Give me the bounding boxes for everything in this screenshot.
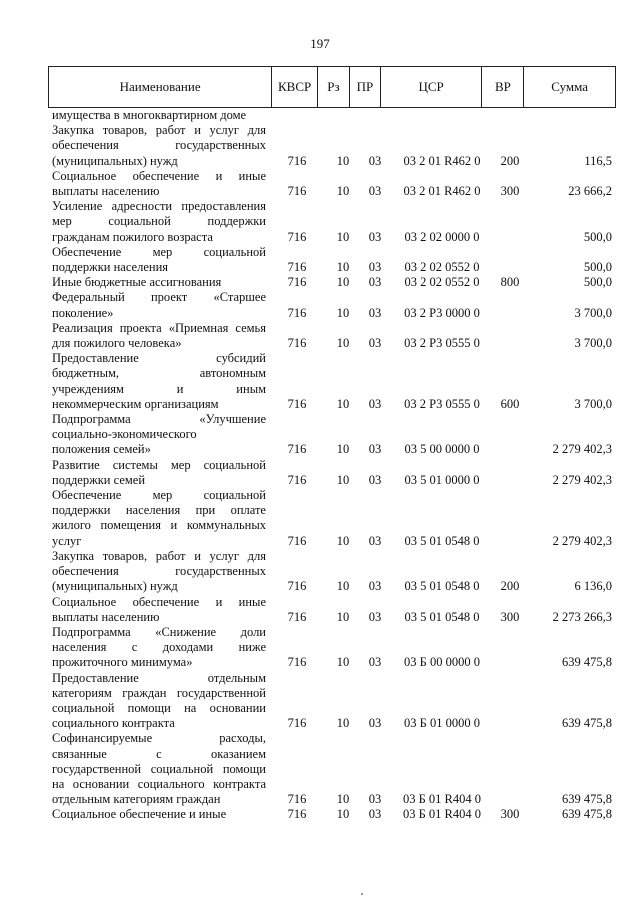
row-pr: 03 [368, 275, 382, 290]
table-row [52, 488, 612, 549]
row-name-line: Обеспечение мер социальной [52, 488, 266, 503]
row-sum: 3 700,0 [574, 336, 612, 351]
table-row [52, 108, 612, 123]
row-csr: 03 Б 01 R404 0 [402, 792, 481, 807]
row-rz: 10 [336, 260, 350, 275]
row-name-line: поддержки населения при оплате [52, 503, 266, 518]
row-vr: 200 [500, 153, 520, 168]
row-name-line: Социальное обеспечение и иные [52, 594, 266, 609]
row-rz: 10 [336, 579, 350, 594]
row-name [52, 275, 266, 290]
row-csr: 03 5 01 0548 0 [404, 579, 480, 594]
row-name [52, 549, 266, 595]
row-name-line: социально-экономического [52, 427, 197, 442]
header-name: Наименование [49, 67, 272, 107]
row-sum: 2 279 402,3 [552, 472, 612, 487]
row-pr: 03 [368, 579, 382, 594]
row-pr: 03 [368, 533, 382, 548]
row-name [52, 731, 266, 807]
row-kvsr: 716 [287, 229, 307, 244]
row-csr: 03 5 01 0000 0 [404, 472, 480, 487]
row-csr: 03 2 01 R462 0 [403, 153, 481, 168]
row-rz: 10 [336, 609, 350, 624]
row-name-line: обеспечения государственных [52, 138, 266, 153]
table-row [52, 123, 612, 169]
table-row [52, 290, 612, 320]
row-pr: 03 [368, 472, 382, 487]
row-pr: 03 [368, 305, 382, 320]
row-pr: 03 [368, 229, 382, 244]
table-row [52, 549, 612, 595]
row-name [52, 199, 266, 245]
row-name-line: населения с доходами ниже [52, 640, 266, 655]
table-row [52, 625, 612, 671]
row-sum: 3 700,0 [574, 305, 612, 320]
row-csr: 03 2 01 R462 0 [403, 184, 481, 199]
table-row [52, 671, 612, 732]
row-csr: 03 5 00 0000 0 [404, 442, 480, 457]
row-csr: 03 5 01 0548 0 [404, 533, 480, 548]
row-sum: 2 279 402,3 [552, 442, 612, 457]
row-rz: 10 [336, 229, 350, 244]
row-rz: 10 [336, 655, 350, 670]
row-pr: 03 [368, 153, 382, 168]
row-name-line: (муниципальных) нужд [52, 579, 178, 594]
row-name [52, 595, 266, 625]
row-name [52, 108, 266, 123]
row-name [52, 488, 266, 549]
table-row [52, 731, 612, 807]
row-name [52, 321, 266, 351]
row-sum: 639 475,8 [562, 807, 612, 822]
header-sum: Сумма [551, 79, 589, 94]
row-rz: 10 [336, 792, 350, 807]
row-kvsr: 716 [287, 153, 307, 168]
row-pr: 03 [368, 396, 382, 411]
row-name-line: выплаты населению [52, 609, 160, 624]
row-pr: 03 [368, 442, 382, 457]
row-kvsr: 716 [287, 442, 307, 457]
row-name [52, 245, 266, 275]
row-name-line: бюджетным, автономным [52, 366, 266, 381]
row-sum: 500,0 [583, 229, 612, 244]
row-name [52, 412, 266, 458]
row-pr: 03 [368, 184, 382, 199]
row-csr: 03 Б 01 R404 0 [402, 807, 481, 822]
row-csr: 03 2 02 0552 0 [404, 275, 480, 290]
row-rz: 10 [336, 305, 350, 320]
header-rz: Рз [318, 67, 350, 107]
row-name-line: выплаты населению [52, 184, 160, 199]
row-name-line: (муниципальных) нужд [52, 153, 178, 168]
row-name-line: Социальное обеспечение и иные [52, 168, 266, 183]
row-kvsr: 716 [287, 275, 307, 290]
row-csr: 03 2 02 0552 0 [404, 260, 480, 275]
row-pr: 03 [368, 792, 382, 807]
row-pr: 03 [368, 336, 382, 351]
row-rz: 10 [336, 336, 350, 351]
row-name-line: Социальное обеспечение и иные [52, 807, 227, 822]
row-name-line: отдельным категориям граждан [52, 792, 221, 807]
row-csr: 03 2 02 0000 0 [404, 229, 480, 244]
row-rz: 10 [336, 396, 350, 411]
row-vr: 300 [500, 807, 520, 822]
row-csr: 03 Б 01 0000 0 [404, 716, 480, 731]
row-kvsr: 716 [287, 260, 307, 275]
row-name [52, 625, 266, 671]
row-name-line: Федеральный проект «Старшее [52, 290, 266, 305]
row-name-line: положения семей» [52, 442, 151, 457]
row-name-line: на основании социального контракта [52, 776, 266, 791]
row-name [52, 351, 266, 412]
row-name-line: гражданам пожилого возраста [52, 229, 213, 244]
table-body [52, 108, 612, 823]
row-csr: 03 2 P3 0000 0 [404, 305, 480, 320]
row-name-line: имущества в многоквартирном доме [52, 108, 247, 122]
row-sum: 500,0 [583, 260, 612, 275]
row-name-line: Подпрограмма «Снижение доли [52, 624, 266, 639]
row-sum: 500,0 [583, 275, 612, 290]
row-vr: 300 [500, 184, 520, 199]
row-kvsr: 716 [287, 533, 307, 548]
row-kvsr: 716 [287, 396, 307, 411]
row-name-line: социального контракта [52, 716, 175, 731]
row-name-line: прожиточного минимума» [52, 655, 193, 670]
row-name-line: Предоставление отдельным [52, 670, 266, 685]
row-name-line: Предоставление субсидий [52, 351, 266, 366]
row-kvsr: 716 [287, 579, 307, 594]
table-row [52, 199, 612, 245]
row-sum: 2 279 402,3 [552, 533, 612, 548]
row-csr: 03 Б 00 0000 0 [404, 655, 480, 670]
row-name-line: учреждениям и иным [52, 381, 266, 396]
header-pr: ПР [350, 67, 381, 107]
table-row [52, 245, 612, 275]
row-sum: 639 475,8 [562, 716, 612, 731]
row-name-line: жилого помещения и коммунальных [52, 518, 266, 533]
row-name-line: социальной помощи на основании [52, 700, 266, 715]
row-name-line: обеспечения государственных [52, 564, 266, 579]
row-pr: 03 [368, 716, 382, 731]
row-pr: 03 [368, 807, 382, 822]
table-header [48, 66, 616, 108]
table-row [52, 458, 612, 488]
row-pr: 03 [368, 609, 382, 624]
row-rz: 10 [336, 442, 350, 457]
row-sum: 639 475,8 [562, 792, 612, 807]
header-vr: ВР [482, 67, 524, 107]
scan-speck [361, 893, 363, 895]
row-kvsr: 716 [287, 609, 307, 624]
row-rz: 10 [336, 533, 350, 548]
table-row [52, 807, 612, 822]
row-csr: 03 2 P3 0555 0 [404, 396, 480, 411]
row-name [52, 290, 266, 320]
row-vr: 300 [500, 609, 520, 624]
row-name-line: связанные с оказанием [52, 746, 266, 761]
row-sum: 3 700,0 [574, 396, 612, 411]
row-sum: 116,5 [584, 153, 612, 168]
row-kvsr: 716 [287, 305, 307, 320]
page-number: 197 [310, 36, 330, 51]
row-name-line: мер социальной поддержки [52, 214, 266, 229]
table-row [52, 412, 612, 458]
row-kvsr: 716 [287, 472, 307, 487]
row-csr: 03 2 P3 0555 0 [404, 336, 480, 351]
row-kvsr: 716 [287, 807, 307, 822]
row-kvsr: 716 [287, 792, 307, 807]
row-kvsr: 716 [287, 655, 307, 670]
row-name-line: для пожилого человека» [52, 336, 182, 351]
row-sum: 6 136,0 [574, 579, 612, 594]
row-kvsr: 716 [287, 184, 307, 199]
header-kvsr: КВСР [272, 67, 318, 107]
row-name-line: категориям граждан государственной [52, 685, 266, 700]
row-name-line: Иные бюджетные ассигнования [52, 275, 222, 290]
row-sum: 639 475,8 [562, 655, 612, 670]
row-name-line: поддержки населения [52, 260, 169, 275]
row-name [52, 169, 266, 199]
row-vr: 200 [500, 579, 520, 594]
row-name-line: Закупка товаров, работ и услуг для [52, 123, 266, 138]
row-rz: 10 [336, 184, 350, 199]
row-rz: 10 [336, 153, 350, 168]
row-name-line: Софинансируемые расходы, [52, 731, 266, 746]
row-name-line: Подпрограмма «Улучшение [52, 412, 266, 427]
row-rz: 10 [336, 275, 350, 290]
row-vr: 800 [500, 275, 520, 290]
row-name [52, 458, 266, 488]
row-kvsr: 716 [287, 716, 307, 731]
table-row [52, 275, 612, 290]
row-pr: 03 [368, 260, 382, 275]
row-name-line: некоммерческим организациям [52, 396, 219, 411]
row-rz: 10 [336, 472, 350, 487]
table-row [52, 595, 612, 625]
row-name-line: услуг [52, 533, 82, 548]
row-name-line: Закупка товаров, работ и услуг для [52, 548, 266, 563]
row-name-line: Обеспечение мер социальной [52, 244, 266, 259]
row-kvsr: 716 [287, 336, 307, 351]
table-row [52, 321, 612, 351]
row-csr: 03 5 01 0548 0 [404, 609, 480, 624]
row-vr: 600 [500, 396, 520, 411]
row-name-line: поколение» [52, 305, 114, 320]
row-name-line: Реализация проекта «Приемная семья [52, 320, 266, 335]
row-name-line: Развитие системы мер социальной [52, 457, 266, 472]
row-name-line: поддержки семей [52, 472, 146, 487]
row-name-line: Усиление адресности предоставления [52, 199, 266, 214]
row-name-line: государственной социальной помощи [52, 761, 266, 776]
row-name [52, 671, 266, 732]
row-rz: 10 [336, 807, 350, 822]
table-row [52, 169, 612, 199]
row-pr: 03 [368, 655, 382, 670]
header-csr: ЦСР [381, 67, 483, 107]
row-name [52, 123, 266, 169]
table-row [52, 351, 612, 412]
row-sum: 23 666,2 [568, 184, 612, 199]
row-rz: 10 [336, 716, 350, 731]
row-name [52, 807, 266, 822]
row-sum: 2 273 266,3 [552, 609, 612, 624]
